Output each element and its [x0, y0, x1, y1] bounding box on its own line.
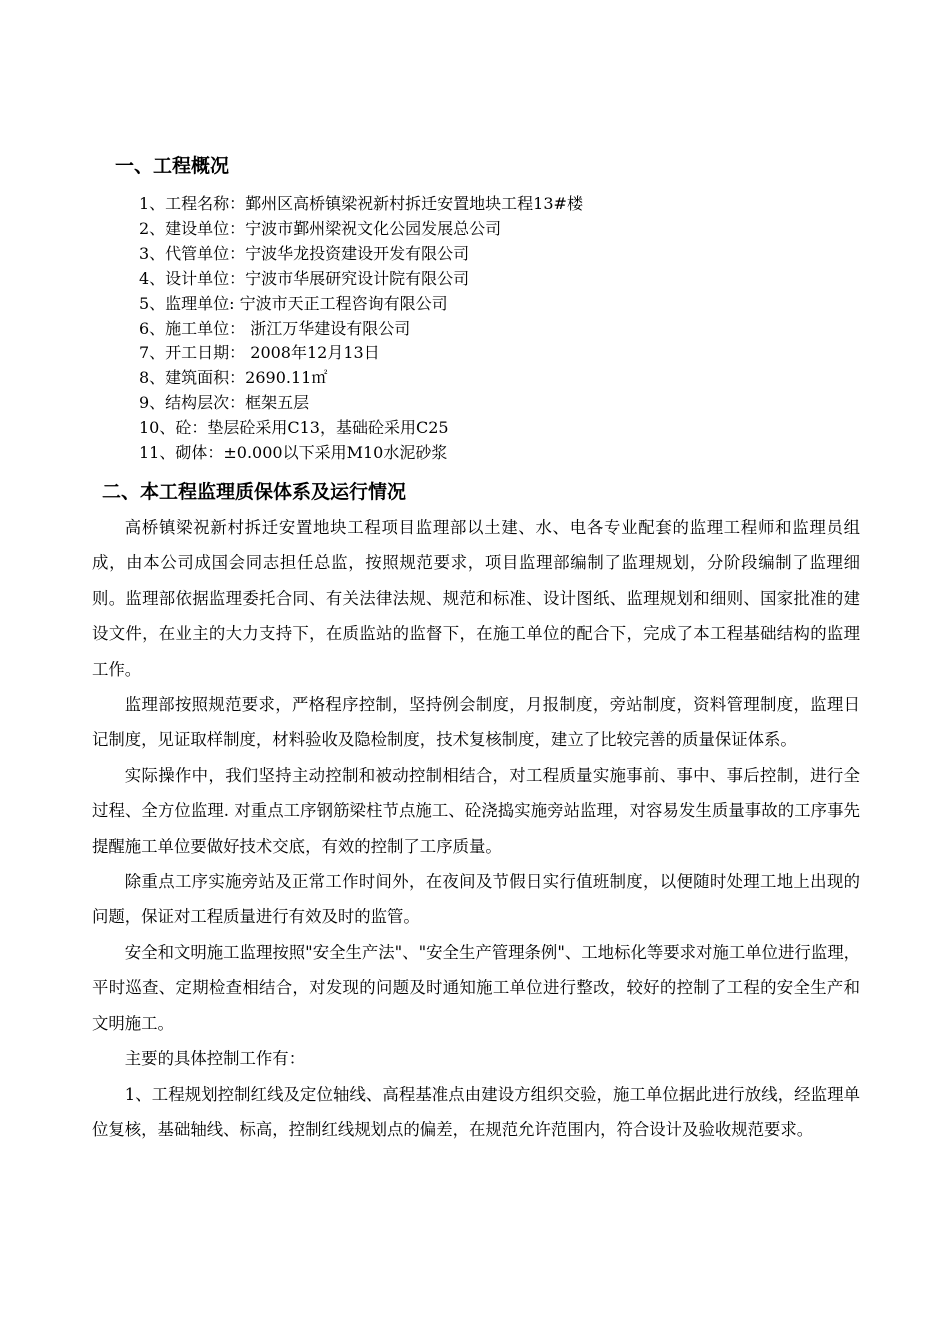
paragraph-work-item-1: 1、工程规划控制红线及定位轴线、高程基准点由建设方组织交验，施工单位据此进行放线，经监理单位复核，基础轴线、标高，控制红线规划点的偏差，在规范允许范围内，符合设计及验收规范要求。: [92, 1084, 860, 1139]
overview-item: 10、砼：垫层砼采用C13，基础砼采用C25: [139, 418, 449, 438]
paragraph-safety: 安全和文明施工监理按照"安全生产法"、"安全生产管理条例"、工地标化等要求对施工单位进行监理，平时巡查、定期检查相结合，对发现的问题及时通知施工单位进行整改，较好的控制了工程的安全生产和文明施工。: [92, 942, 860, 1033]
overview-item: 3、代管单位：宁波华龙投资建设开发有限公司: [139, 243, 470, 263]
paragraph-procedures: 监理部按照规范要求，严格程序控制，坚持例会制度，月报制度，旁站制度，资料管理制度，监理日记制度，见证取样制度，材料验收及隐检制度，技术复核制度，建立了比较完善的质量保证体系。: [92, 695, 860, 750]
overview-item: 2、建设单位：宁波市鄞州梁祝文化公园发展总公司: [139, 218, 502, 238]
overview-item: 7、开工日期： 2008年12月13日: [139, 343, 380, 363]
paragraph-control: 实际操作中，我们坚持主动控制和被动控制相结合，对工程质量实施事前、事中、事后控制，进行全过程、全方位监理. 对重点工序钢筋梁柱节点施工、砼浇捣实施旁站监理，对容易发生质量事故的工序事先提醒施工单位要做好技术交底，有效的控制了工序质量。: [92, 765, 860, 856]
overview-item: 5、监理单位: 宁波市天正工程咨询有限公司: [139, 293, 448, 313]
overview-item: 6、施工单位： 浙江万华建设有限公司: [139, 318, 411, 338]
section-heading-supervision: 二、本工程监理质保体系及运行情况: [102, 481, 407, 503]
overview-item: 4、设计单位：宁波市华展研究设计院有限公司: [139, 268, 470, 288]
paragraph-duty: 除重点工序实施旁站及正常工作时间外，在夜间及节假日实行值班制度，以便随时处理工地上出现的问题，保证对工程质量进行有效及时的监管。: [92, 872, 860, 927]
paragraph-main-work-intro: 主要的具体控制工作有：: [124, 1049, 306, 1069]
supervision-body: [92, 510, 860, 1147]
overview-item: 1、工程名称：鄞州区高桥镇梁祝新村拆迁安置地块工程13#楼: [139, 194, 583, 213]
overview-item: 11、砌体：±0.000以下采用M10水泥砂浆: [139, 443, 448, 463]
section-heading-overview: 一、工程概况: [115, 155, 230, 177]
project-overview-list: [139, 192, 583, 466]
overview-item: 8、建筑面积：2690.11㎡: [139, 368, 328, 388]
paragraph-team: 高桥镇梁祝新村拆迁安置地块工程项目监理部以土建、水、电各专业配套的监理工程师和监理员组成，由本公司成国会同志担任总监，按照规范要求，项目监理部编制了监理规划，分阶段编制了监理细则。监理部依据监理委托合同、有关法律法规、规范和标准、设计图纸、监理规划和细则、国家批准的建设文件，在业主的大力支持下，在质监站的监督下，在施工单位的配合下，完成了本工程基础结构的监理工作。: [92, 518, 860, 679]
overview-item: 9、结构层次：框架五层: [139, 393, 310, 413]
